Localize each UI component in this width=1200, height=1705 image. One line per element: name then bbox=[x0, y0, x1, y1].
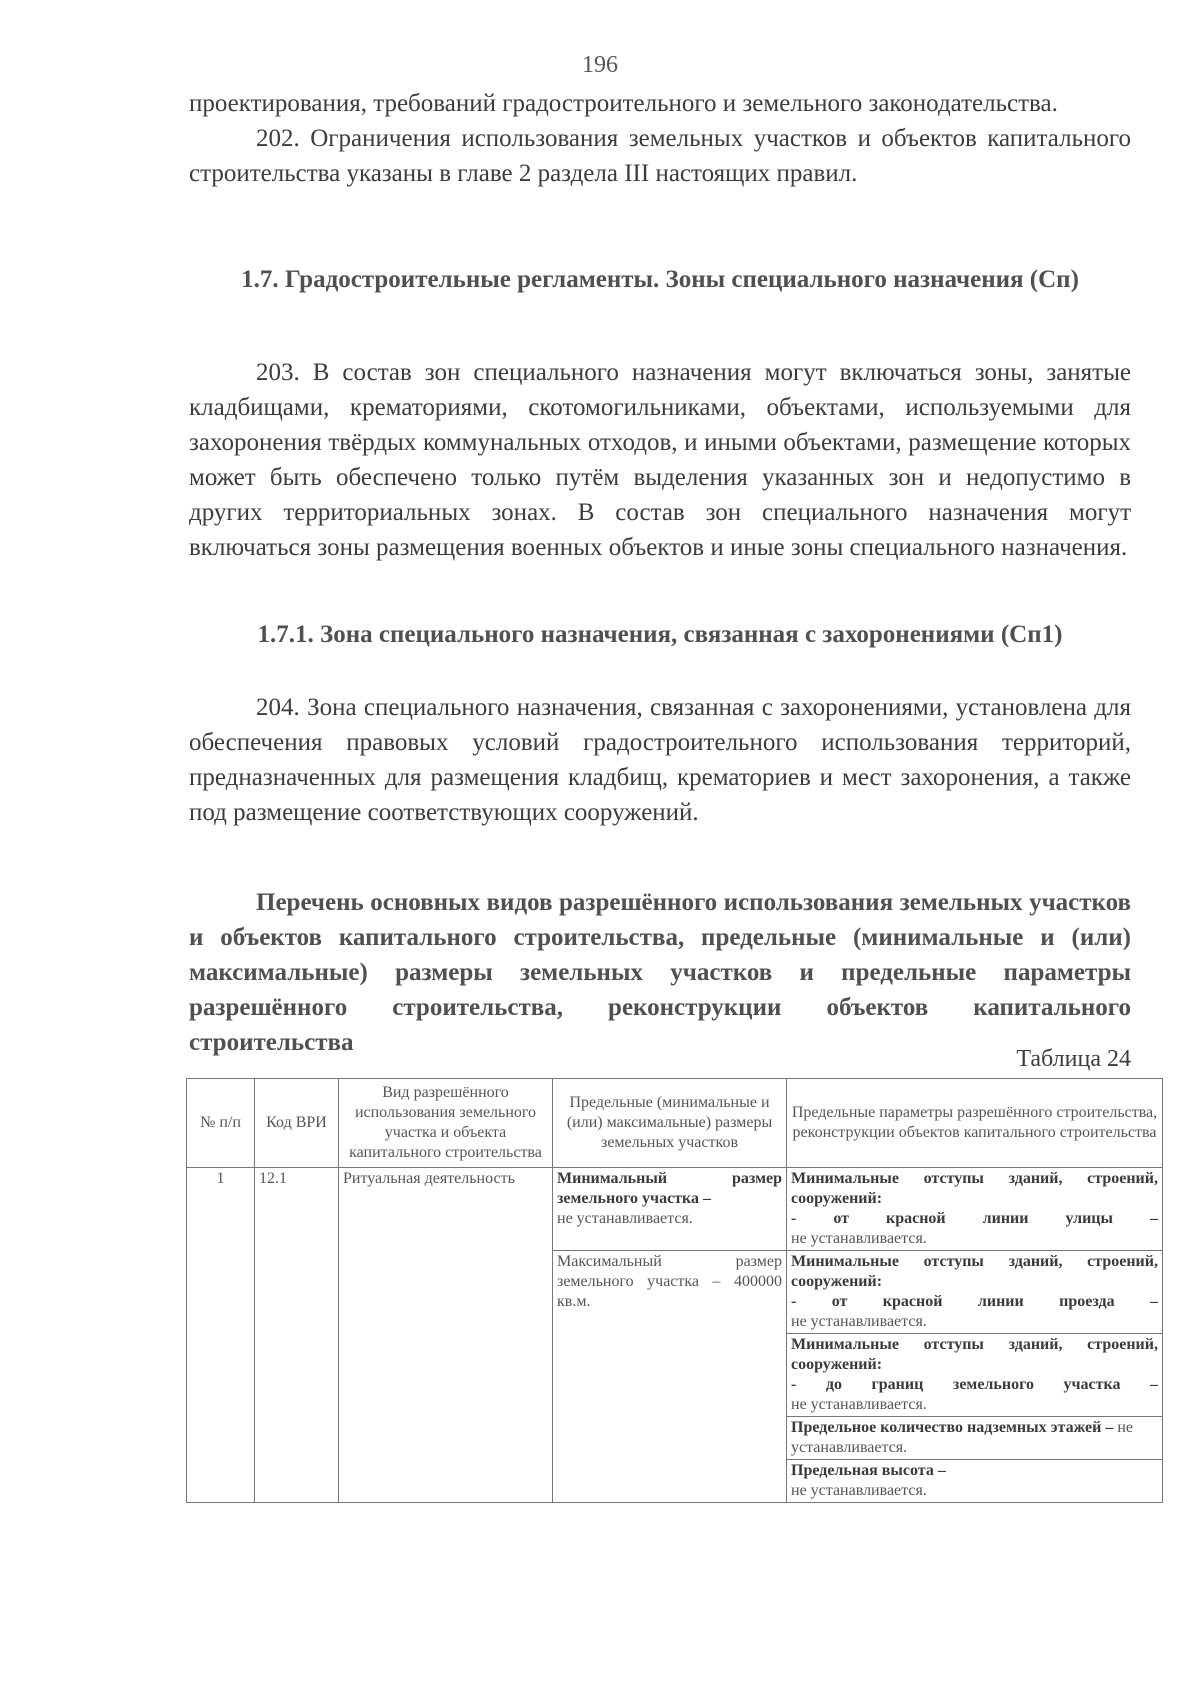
cell-param-5 bbox=[787, 1460, 1163, 1503]
cell-param-1 bbox=[787, 1168, 1163, 1251]
header-num: № п/п bbox=[187, 1079, 255, 1168]
param-5-label: Предельная высота – bbox=[791, 1462, 946, 1479]
table-row bbox=[187, 1168, 1163, 1251]
list-title: Перечень основных видов разрешённого использования земельных участков и объектов капитального строительства, предельные (минимальные и (или) максимальные) размеры земельных участков и предельные параметры разрешённого строительства, реконструкции объектов капитального строительства bbox=[189, 889, 1131, 1056]
min-size-label: Минимальный размер земельного участка – bbox=[557, 1170, 782, 1207]
regulations-table bbox=[186, 1078, 1163, 1503]
paragraph-intro-block bbox=[189, 86, 1131, 191]
paragraph-204: 204. Зона специального назначения, связанная с захоронениями, установлена для обеспечения правовых условий градостроительного использования территорий, предназначенных для размещения кладбищ, крематориев и мест захоронения, а также под размещение соответствующих сооружений. bbox=[189, 694, 1131, 826]
cell-param-4 bbox=[787, 1417, 1163, 1460]
paragraph-intro: проектирования, требований градостроительного и земельного законодательства. bbox=[189, 90, 1058, 117]
param-4-label: Предельное количество надземных этажей – bbox=[791, 1419, 1114, 1436]
table-header-row bbox=[187, 1079, 1163, 1168]
cell-param-2 bbox=[787, 1251, 1163, 1334]
param-3-item: - до границ земельного участка – bbox=[791, 1376, 1158, 1393]
paragraph-204-block bbox=[189, 690, 1131, 830]
list-title-block bbox=[189, 885, 1131, 1060]
header-kind: Вид разрешённого использования земельного участка и объекта капитального строительства bbox=[339, 1079, 553, 1168]
param-2-item: - от красной линии проезда – bbox=[791, 1293, 1158, 1310]
param-2-value: не устанавливается. bbox=[791, 1313, 927, 1330]
cell-param-3 bbox=[787, 1334, 1163, 1417]
header-sizes: Предельные (минимальные и (или) максимальные) размеры земельных участков bbox=[553, 1079, 787, 1168]
table-caption: Таблица 24 bbox=[1016, 1046, 1131, 1072]
page-number: 196 bbox=[582, 52, 618, 78]
paragraph-203: 203. В состав зон специального назначения могут включаться зоны, занятые кладбищами, крематориями, скотомогильниками, объектами, используемыми для захоронения твёрдых коммунальных отходов, и иными объектами, размещение которых может быть обеспечено только путём выделения указанных зон и недопустимо в других территориальных зонах. В состав зон специального назначения могут включаться зоны размещения военных объектов и иные зоны специального назначения. bbox=[189, 359, 1131, 561]
param-3-label: Минимальные отступы зданий, строений, сооружений: bbox=[791, 1336, 1158, 1373]
cell-kind: Ритуальная деятельность bbox=[339, 1168, 553, 1503]
paragraph-202: 202. Ограничения использования земельных участков и объектов капитального строительства указаны в главе 2 раздела III настоящих правил. bbox=[189, 125, 1131, 187]
param-1-label: Минимальные отступы зданий, строений, сооружений: bbox=[791, 1170, 1158, 1207]
header-code: Код ВРИ bbox=[255, 1079, 339, 1168]
heading-1-7-1: 1.7.1. Зона специального назначения, связанная с захоронениями (Сп1) bbox=[257, 621, 1063, 648]
param-3-value: не устанавливается. bbox=[791, 1396, 927, 1413]
cell-code: 12.1 bbox=[255, 1168, 339, 1503]
param-1-value: не устанавливается. bbox=[791, 1230, 927, 1247]
cell-min-size bbox=[553, 1168, 787, 1251]
min-size-value: не устанавливается. bbox=[557, 1210, 693, 1227]
param-1-item: - от красной линии улицы – bbox=[791, 1210, 1158, 1227]
cell-num: 1 bbox=[187, 1168, 255, 1503]
param-5-value: не устанавливается. bbox=[791, 1482, 927, 1499]
cell-max-size: Максимальный размер земельного участка – 400000 кв.м. bbox=[553, 1251, 787, 1503]
param-2-label: Минимальные отступы зданий, строений, сооружений: bbox=[791, 1253, 1158, 1290]
heading-1-7: 1.7. Градостроительные регламенты. Зоны специального назначения (Сп) bbox=[241, 266, 1079, 293]
header-params: Предельные параметры разрешённого строительства, реконструкции объектов капитального строительства bbox=[787, 1079, 1163, 1168]
param-4-value: не устанавливается. bbox=[791, 1419, 1133, 1456]
paragraph-203-block bbox=[189, 355, 1131, 565]
